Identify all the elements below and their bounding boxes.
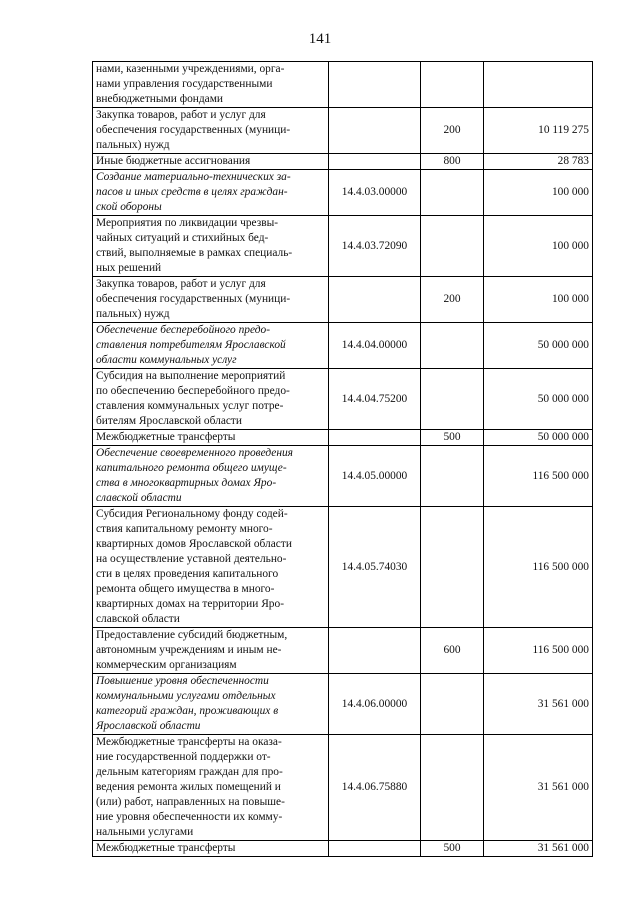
expense-type-cell [421, 369, 484, 430]
item-name-line: ние уровня обеспеченности их комму- [96, 811, 283, 823]
amount-cell: 10 119 275 [484, 108, 593, 154]
item-name-line: квартирных домов Ярославской области [96, 538, 292, 550]
expense-type-cell [421, 62, 484, 108]
target-code-cell: 14.4.03.00000 [329, 170, 421, 216]
amount-cell: 116 500 000 [484, 507, 593, 628]
item-name-line: ных решений [96, 262, 162, 274]
amount-cell: 50 000 000 [484, 430, 593, 446]
item-name-cell [93, 277, 329, 323]
item-name-line: капитального ремонта общего имуще- [96, 462, 287, 474]
budget-table-body [93, 62, 593, 857]
target-code-cell: 14.4.04.75200 [329, 369, 421, 430]
item-name-line: (или) работ, направленных на повыше- [96, 796, 285, 808]
item-name-line: ствий, выполняемые в рамках специаль- [96, 247, 293, 259]
expense-type-cell [421, 323, 484, 369]
item-name-line: пальных) нужд [96, 139, 170, 151]
item-name-line: по обеспечению бесперебойного предо- [96, 385, 290, 397]
expense-type-cell [421, 735, 484, 841]
item-name-line: квартирных домах на территории Яро- [96, 598, 284, 610]
item-name-line: Межбюджетные трансферты на оказа- [96, 736, 282, 748]
item-name-line: автономным учреждениям и иным не- [96, 644, 282, 656]
item-name-line: ремонта общего имущества в много- [96, 583, 275, 595]
table-row [93, 277, 593, 323]
item-name-line: Межбюджетные трансферты [96, 842, 236, 854]
table-row [93, 841, 593, 857]
item-name-line: дельным категориям граждан для про- [96, 766, 283, 778]
item-name-line: славской области [96, 492, 182, 504]
target-code-cell: 14.4.06.75880 [329, 735, 421, 841]
item-name-cell [93, 170, 329, 216]
item-name-line: Повышение уровня обеспеченности [96, 675, 269, 687]
expense-type-cell: 600 [421, 628, 484, 674]
table-row [93, 108, 593, 154]
amount-cell: 100 000 [484, 216, 593, 277]
expense-type-cell: 500 [421, 430, 484, 446]
budget-table [92, 61, 593, 857]
item-name-line: ства в многоквартирных домах Яро- [96, 477, 277, 489]
expense-type-cell [421, 216, 484, 277]
item-name-cell [93, 154, 329, 170]
table-row [93, 674, 593, 735]
item-name-line: Обеспечение своевременного проведения [96, 447, 293, 459]
target-code-cell [329, 154, 421, 170]
table-row [93, 628, 593, 674]
amount-cell: 50 000 000 [484, 369, 593, 430]
item-name-cell [93, 62, 329, 108]
expense-type-cell [421, 170, 484, 216]
table-row [93, 430, 593, 446]
item-name-line: чайных ситуаций и стихийных бед- [96, 232, 269, 244]
expense-type-cell: 200 [421, 277, 484, 323]
item-name-line: ской обороны [96, 201, 162, 213]
item-name-cell [93, 674, 329, 735]
target-code-cell [329, 841, 421, 857]
item-name-line: ставления коммунальных услуг потре- [96, 400, 284, 412]
item-name-line: коммерческим организациям [96, 659, 237, 671]
target-code-cell: 14.4.04.00000 [329, 323, 421, 369]
amount-cell: 31 561 000 [484, 735, 593, 841]
amount-cell: 28 783 [484, 154, 593, 170]
item-name-line: бителям Ярославской области [96, 415, 243, 427]
item-name-line: Предоставление субсидий бюджетным, [96, 629, 288, 641]
expense-type-cell: 500 [421, 841, 484, 857]
table-row [93, 323, 593, 369]
item-name-line: области коммунальных услуг [96, 354, 237, 366]
item-name-cell [93, 369, 329, 430]
item-name-cell [93, 323, 329, 369]
target-code-cell: 14.4.03.72090 [329, 216, 421, 277]
item-name-line: внебюджетными фондами [96, 93, 224, 105]
amount-cell: 31 561 000 [484, 841, 593, 857]
item-name-line: Закупка товаров, работ и услуг для [96, 278, 266, 290]
table-row [93, 62, 593, 108]
item-name-line: нами, казенными учреждениями, орга- [96, 63, 285, 75]
table-row [93, 170, 593, 216]
target-code-cell [329, 628, 421, 674]
expense-type-cell [421, 674, 484, 735]
target-code-cell: 14.4.05.74030 [329, 507, 421, 628]
item-name-cell [93, 216, 329, 277]
item-name-cell [93, 628, 329, 674]
amount-cell: 116 500 000 [484, 446, 593, 507]
item-name-cell [93, 735, 329, 841]
target-code-cell [329, 62, 421, 108]
table-row [93, 446, 593, 507]
expense-type-cell [421, 446, 484, 507]
item-name-line: сти в целях проведения капитального [96, 568, 279, 580]
target-code-cell [329, 430, 421, 446]
item-name-line: Ярославской области [96, 720, 201, 732]
table-row [93, 507, 593, 628]
item-name-line: Субсидия на выполнение мероприятий [96, 370, 286, 382]
item-name-line: Мероприятия по ликвидации чрезвы- [96, 217, 279, 229]
amount-cell [484, 62, 593, 108]
item-name-line: обеспечения государственных (муници- [96, 293, 291, 305]
amount-cell: 31 561 000 [484, 674, 593, 735]
amount-cell: 100 000 [484, 170, 593, 216]
item-name-line: Межбюджетные трансферты [96, 431, 236, 443]
item-name-line: Создание материально-технических за- [96, 171, 291, 183]
item-name-line: Субсидия Региональному фонду содей- [96, 508, 288, 520]
item-name-cell [93, 430, 329, 446]
item-name-cell [93, 446, 329, 507]
target-code-cell: 14.4.05.00000 [329, 446, 421, 507]
item-name-line: нами управления государственными [96, 78, 273, 90]
item-name-cell [93, 841, 329, 857]
item-name-line: ведения ремонта жилых помещений и [96, 781, 281, 793]
item-name-line: пальных) нужд [96, 308, 170, 320]
amount-cell: 100 000 [484, 277, 593, 323]
target-code-cell [329, 277, 421, 323]
table-row [93, 369, 593, 430]
item-name-line: ставления потребителям Ярославской [96, 339, 286, 351]
table-row [93, 216, 593, 277]
item-name-line: нальными услугами [96, 826, 194, 838]
amount-cell: 116 500 000 [484, 628, 593, 674]
item-name-line: обеспечения государственных (муници- [96, 124, 291, 136]
item-name-line: Обеспечение бесперебойного предо- [96, 324, 271, 336]
table-row [93, 735, 593, 841]
item-name-line: славской области [96, 613, 180, 625]
table-row [93, 154, 593, 170]
item-name-cell [93, 507, 329, 628]
item-name-line: категорий граждан, проживающих в [96, 705, 279, 717]
item-name-line: на осуществление уставной деятельно- [96, 553, 287, 565]
page-number: 141 [308, 31, 332, 47]
target-code-cell: 14.4.06.00000 [329, 674, 421, 735]
amount-cell: 50 000 000 [484, 323, 593, 369]
item-name-line: ствия капитальному ремонту много- [96, 523, 273, 535]
item-name-cell [93, 108, 329, 154]
item-name-line: ние государственной поддержки от- [96, 751, 271, 763]
target-code-cell [329, 108, 421, 154]
item-name-line: пасов и иных средств в целях граждан- [96, 186, 288, 198]
item-name-line: Иные бюджетные ассигнования [96, 155, 251, 167]
item-name-line: Закупка товаров, работ и услуг для [96, 109, 266, 121]
expense-type-cell: 200 [421, 108, 484, 154]
expense-type-cell: 800 [421, 154, 484, 170]
expense-type-cell [421, 507, 484, 628]
item-name-line: коммунальными услугами отдельных [96, 690, 276, 702]
